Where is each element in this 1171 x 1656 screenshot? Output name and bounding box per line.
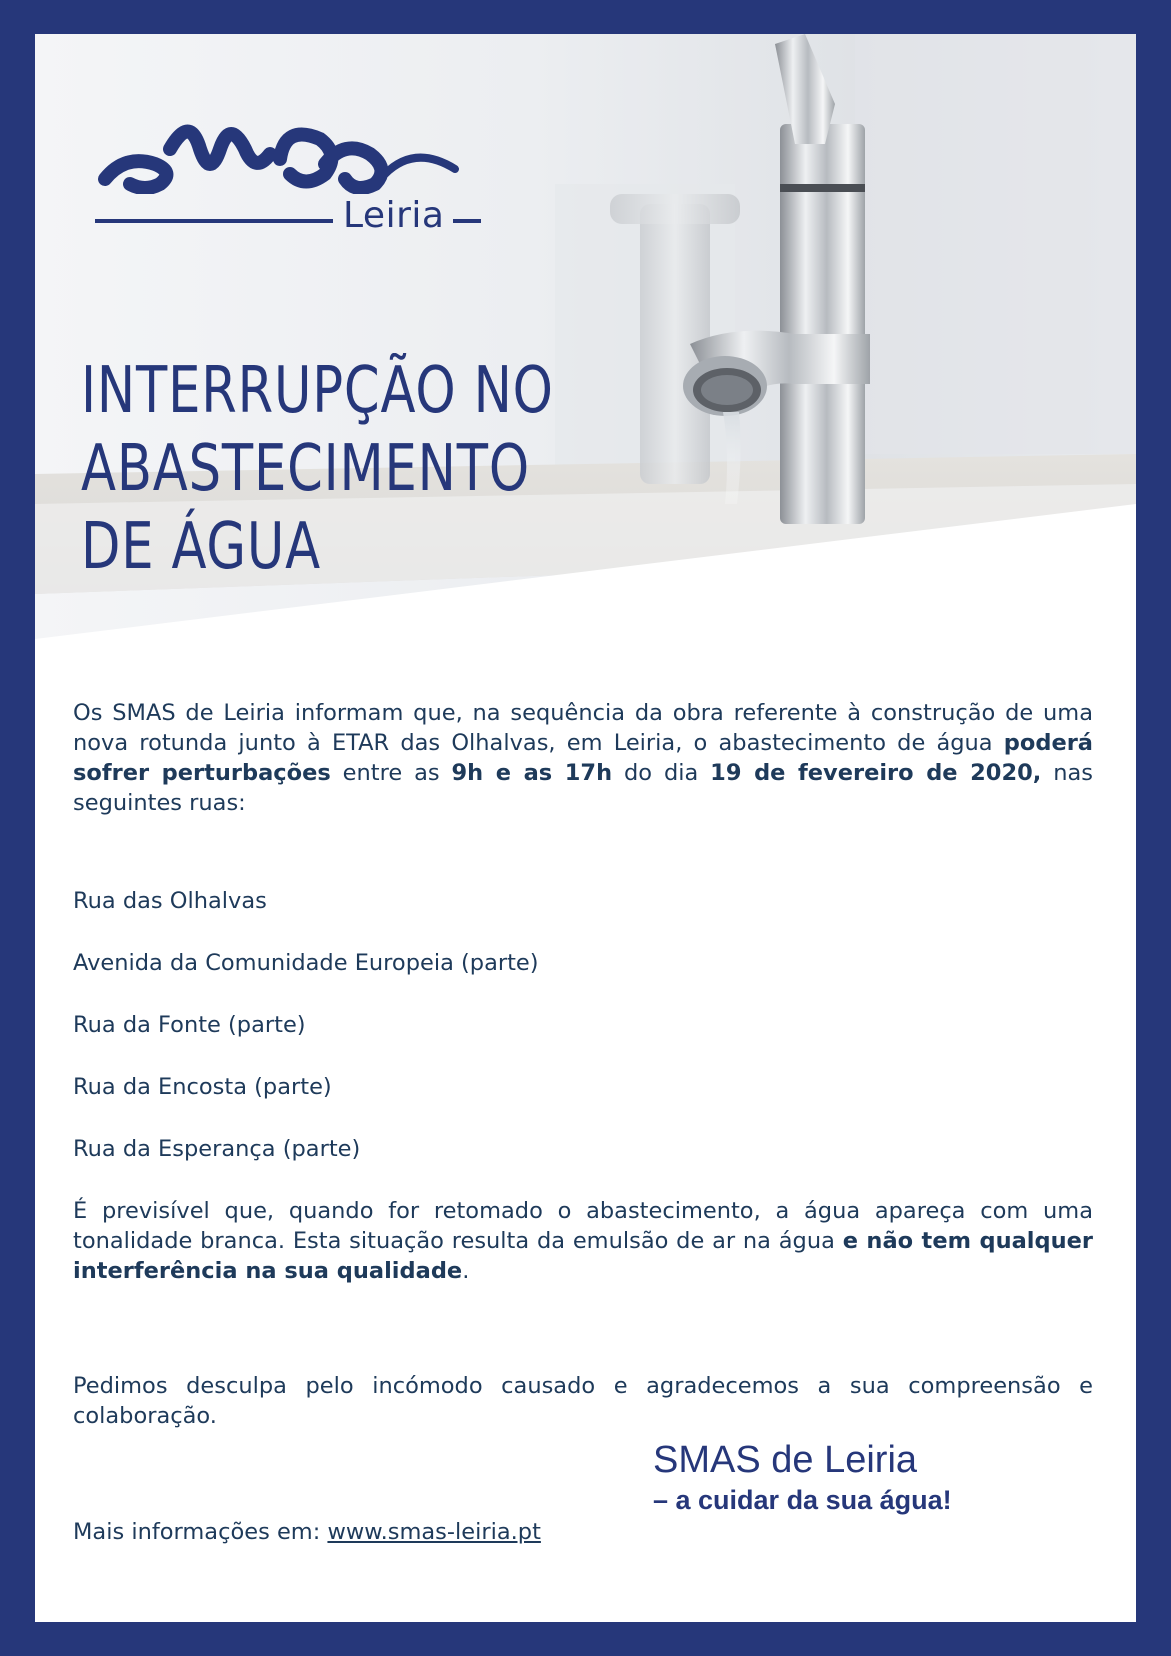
intro-text-2: entre as [330,760,452,786]
list-item: Avenida da Comunidade Europeia (parte) [73,950,539,976]
intro-text-4: nas seguintes ruas: [73,760,1093,816]
page-title [81,352,554,586]
notice-paragraph [73,1196,1093,1286]
smas-logo [95,84,475,194]
logo-rule-right [453,219,481,223]
list-item: Rua da Fonte (parte) [73,1012,306,1038]
intro-text-3: do dia [612,760,711,786]
list-item: Rua da Encosta (parte) [73,1074,332,1100]
notice-text-1: É previsível que, quando for retomado o abastecimento, a água apareça com uma tonalidade branca. Esta situação resulta da emulsão de ar na água [73,1198,1093,1254]
flyer-sheet [35,34,1136,1622]
notice-bold: e não tem qualquer interferência na sua qualidade [73,1228,1093,1284]
website-link[interactable]: www.smas-leiria.pt [327,1519,541,1545]
intro-bold-hours: 9h e as 17h [451,760,613,786]
intro-text-1: Os SMAS de Leiria informam que, na sequência da obra referente à construção de uma nova rotunda junto à ETAR das Olhalvas, em Leiria, o abastecimento de água [73,700,1093,756]
sign-off [653,1437,952,1517]
title-line-3: DE ÁGUA [81,510,321,584]
logo-city: Leiria [343,195,445,236]
list-item: Rua das Olhalvas [73,888,267,914]
title-line-2: ABASTECIMENTO [81,432,530,506]
logo-word-text: smas [95,84,97,85]
intro-bold-disruption: poderá sofrer perturbações [73,730,1093,786]
street-list [73,886,539,1196]
apology-paragraph: Pedimos desculpa pelo incómodo causado e agradecemos a sua compreensão e colaboração. [73,1373,1093,1429]
more-info [73,1517,541,1547]
intro-paragraph [73,698,1093,818]
logo-subtitle [95,189,525,249]
list-item: Rua da Esperança (parte) [73,1136,361,1162]
intro-bold-date: 19 de fevereiro de 2020, [710,760,1042,786]
more-info-label: Mais informações em: [73,1519,328,1545]
notice-text-2: . [462,1258,470,1284]
logo-rule-left [95,219,333,223]
title-line-1: INTERRUPÇÃO NO [81,354,554,428]
sign-name: SMAS de Leiria [653,1439,918,1481]
sign-tagline: – a cuidar da sua água! [653,1485,952,1515]
